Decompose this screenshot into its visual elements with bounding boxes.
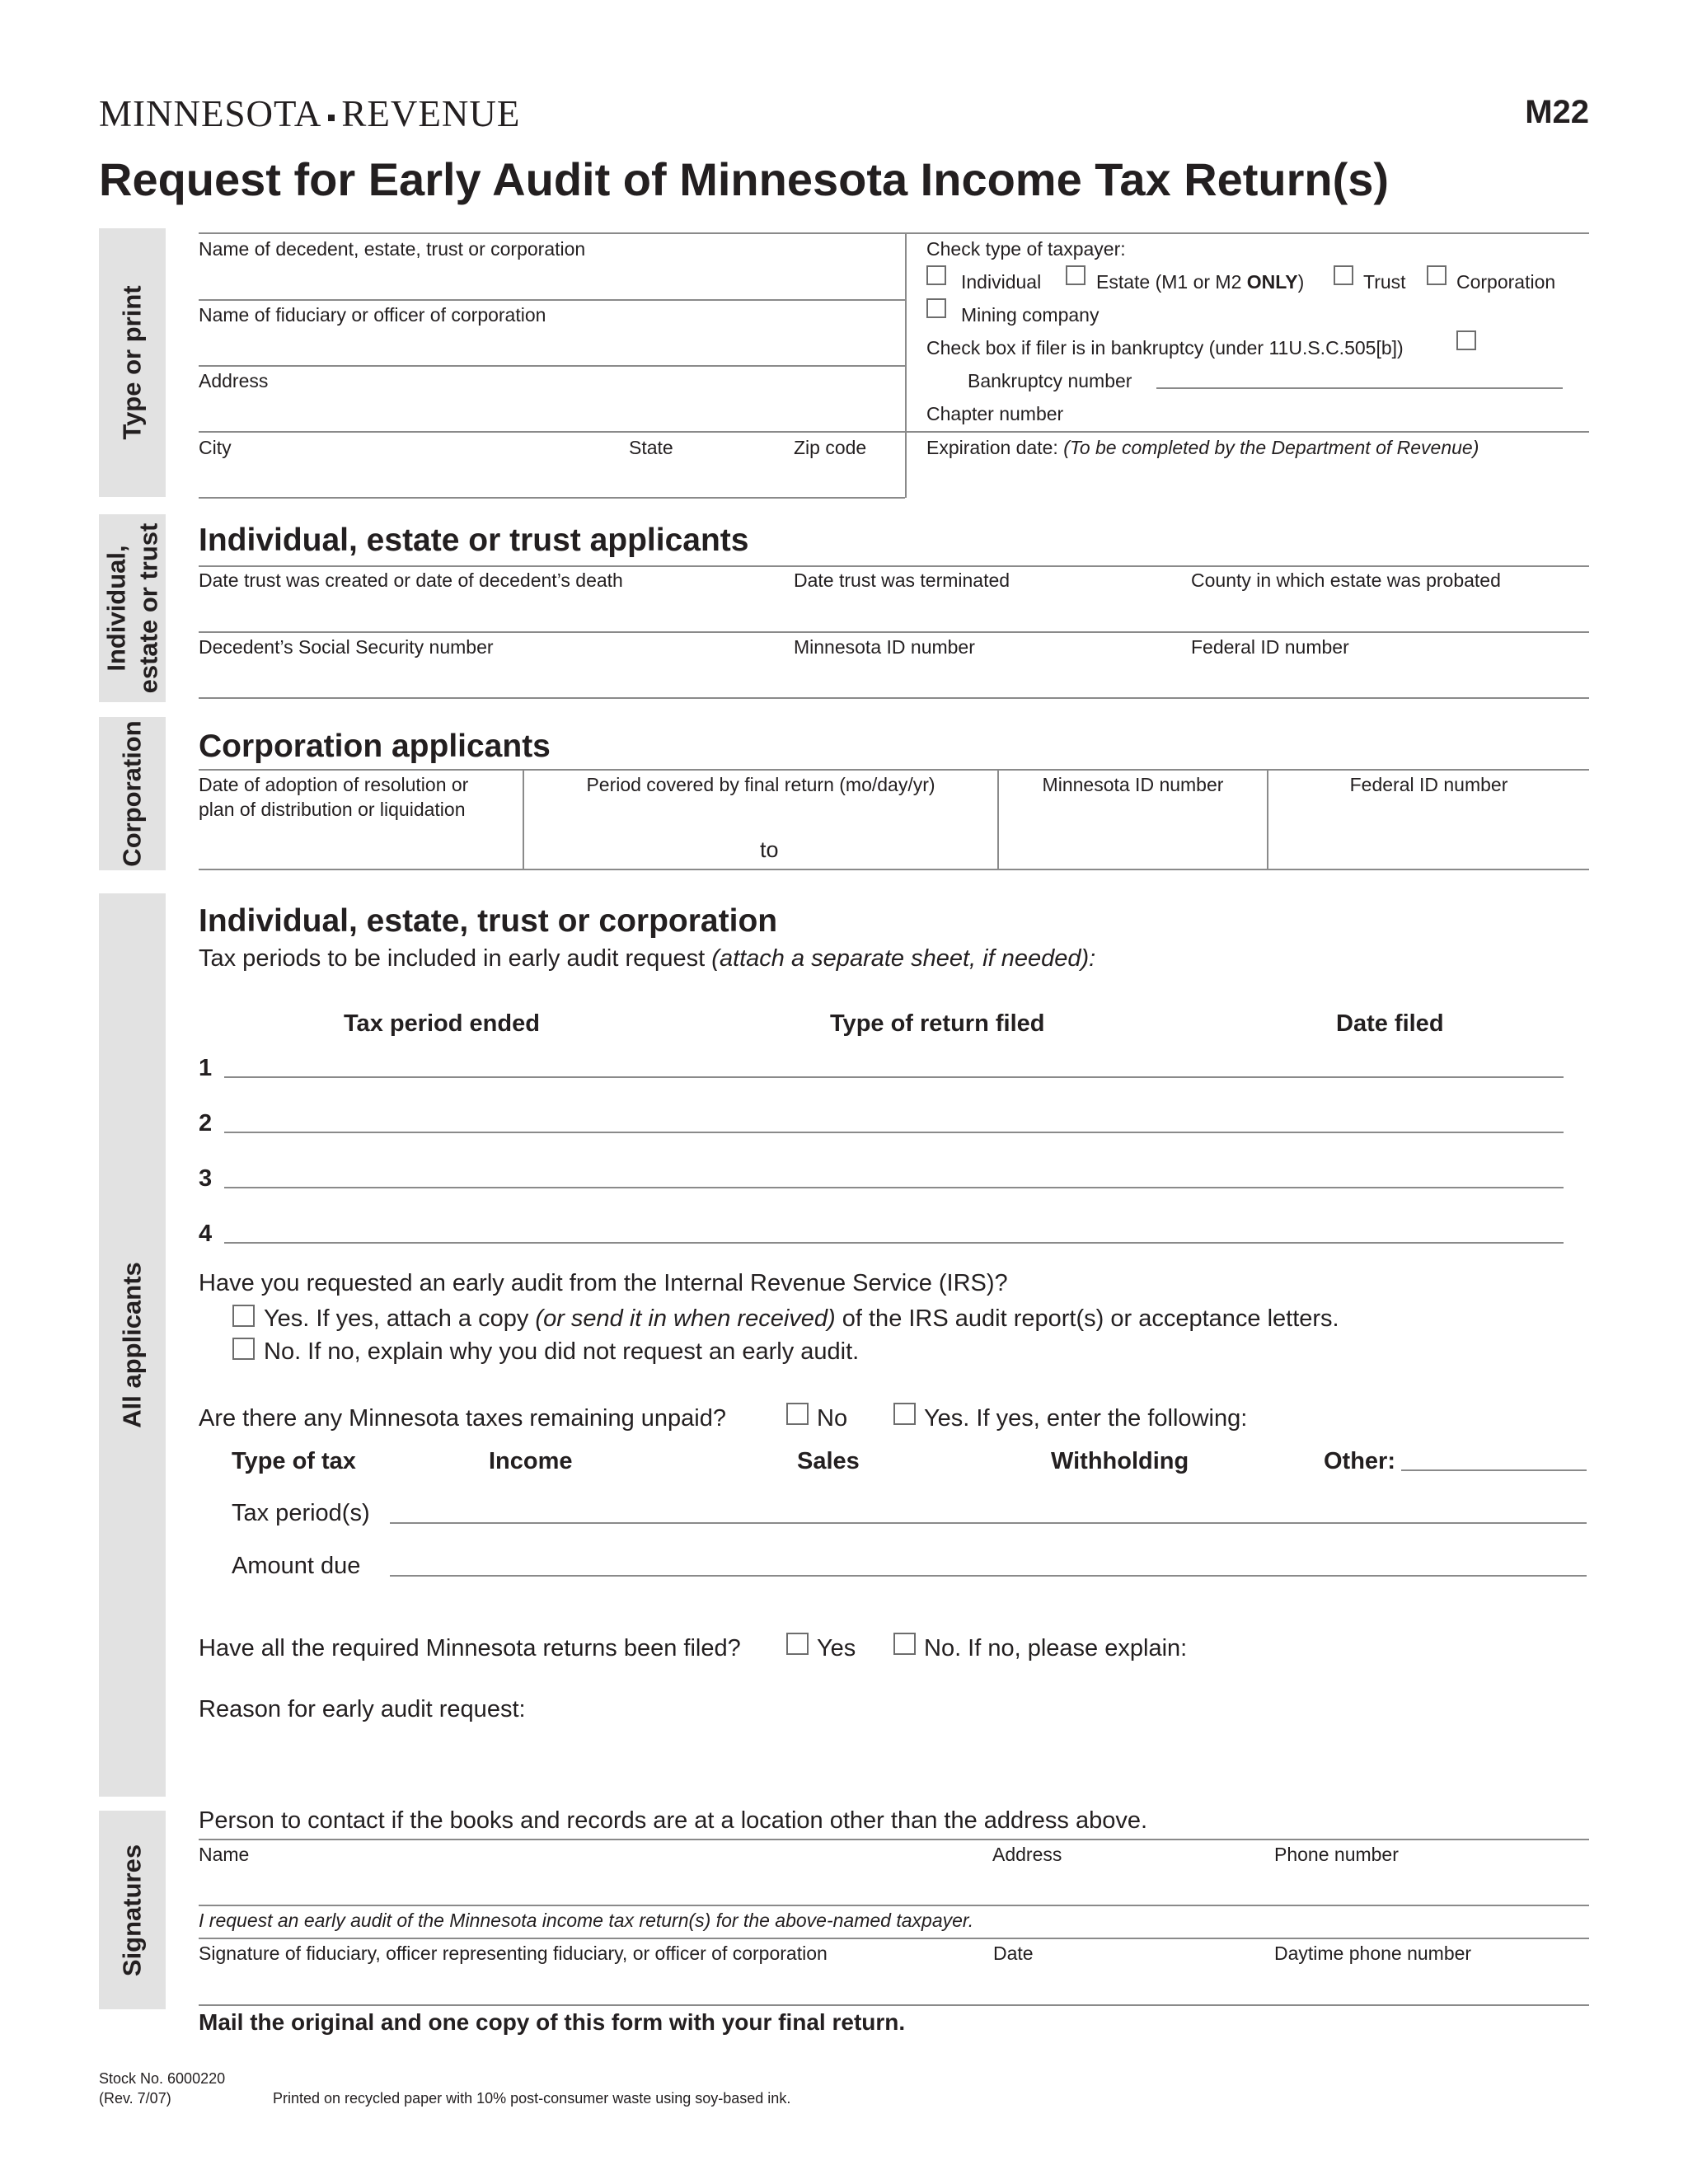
chapter-number-label: Chapter number: [926, 403, 1064, 424]
sidebar-signatures-label: Signatures: [117, 1844, 147, 1976]
rule-individual-top: [199, 565, 1589, 567]
individual-label: Individual: [961, 271, 1042, 293]
mining-company-label: Mining company: [961, 304, 1100, 326]
rule-top: [199, 232, 1589, 234]
estate-only-text: ONLY: [1246, 271, 1298, 293]
irs-yes-label: [264, 1305, 1339, 1333]
period-from-field[interactable]: [532, 828, 746, 861]
tax-period-row-1[interactable]: [224, 1045, 1564, 1078]
filed-yes-label: Yes: [817, 1635, 856, 1661]
rule-row-3: [224, 1187, 1564, 1188]
contact-name-field[interactable]: [199, 1869, 982, 1902]
rule-individual-mid: [199, 631, 1589, 633]
state-label: State: [629, 437, 673, 458]
row-number-1: 1: [199, 1055, 213, 1081]
rule-contact-top: [199, 1839, 1589, 1840]
row-number-3: 3: [199, 1165, 213, 1192]
rule-city: [199, 497, 905, 499]
period-covered-label: Period covered by final return (mo/day/yr): [586, 774, 935, 795]
mining-company-checkbox[interactable]: [926, 298, 946, 318]
individual-mn-id-field[interactable]: [794, 661, 1181, 694]
rule-address: [199, 431, 1589, 433]
filed-yes-checkbox[interactable]: [786, 1633, 809, 1655]
recycled-note: Printed on recycled paper with 10% post-consumer waste using soy-based ink.: [273, 2090, 791, 2107]
signature-label: Signature of fiduciary, officer representing fiduciary, or officer of corporation: [199, 1943, 828, 1964]
filed-question: Have all the required Minnesota returns been filed?: [199, 1635, 741, 1661]
daytime-phone-field[interactable]: [1274, 1968, 1587, 2001]
corporation-fed-id-label: Federal ID number: [1349, 774, 1508, 795]
tax-period-row-3[interactable]: [224, 1155, 1564, 1188]
row-number-4: 4: [199, 1221, 213, 1247]
adoption-date-field[interactable]: [199, 828, 516, 861]
signature-date-field[interactable]: [993, 1968, 1265, 2001]
income-label: Income: [489, 1448, 573, 1474]
unpaid-question: Are there any Minnesota taxes remaining unpaid?: [199, 1405, 726, 1432]
sidebar-individual-line-2: estate or trust: [133, 523, 162, 694]
sidebar-all-applicants-label: All applicants: [117, 1262, 147, 1428]
county-label: County in which estate was probated: [1191, 569, 1501, 591]
rule-signature-bottom: [199, 2004, 1589, 2006]
trust-checkbox[interactable]: [1334, 265, 1353, 285]
date-terminated-label: Date trust was terminated: [794, 569, 1010, 591]
estate-close-text: ): [1297, 271, 1305, 293]
page-title: Request for Early Audit of Minnesota Income Tax Return(s): [99, 153, 1390, 205]
tax-period-row-4[interactable]: [224, 1211, 1564, 1244]
rule-bankruptcy-number: [1156, 387, 1563, 389]
contact-address-label: Address: [992, 1844, 1062, 1865]
corporation-fed-id-field[interactable]: [1273, 828, 1587, 861]
sidebar-individual: [99, 514, 166, 702]
form-number: M22: [1525, 94, 1589, 130]
sidebar-signatures: [99, 1811, 166, 2009]
fiduciary-name-field[interactable]: [199, 330, 899, 363]
sidebar-all-applicants: [99, 893, 166, 1797]
rule-row-1: [224, 1076, 1564, 1078]
amount-due-field[interactable]: [390, 1543, 1587, 1576]
tax-period-row-2[interactable]: [224, 1100, 1564, 1133]
request-statement: I request an early audit of the Minnesota income tax return(s) for the above-named taxpayer.: [199, 1910, 974, 1931]
sidebar-type-or-print-label: Type or print: [117, 285, 147, 440]
unpaid-yes-checkbox[interactable]: [893, 1403, 916, 1425]
sidebar-individual-line-1: Individual,: [101, 545, 130, 672]
withholding-label: Withholding: [1051, 1448, 1189, 1474]
reason-field[interactable]: [199, 1731, 1589, 1788]
date-terminated-field[interactable]: [794, 595, 1181, 628]
rule-taxpayer-divider: [905, 232, 907, 498]
logo-text-revenue: REVENUE: [341, 93, 521, 134]
taxpayer-name-field[interactable]: [199, 264, 899, 297]
bankruptcy-check-label: Check box if filer is in bankruptcy (under 11U.S.C.505[b]): [926, 337, 1404, 359]
logo-dot-icon: [328, 115, 335, 121]
zip-field[interactable]: [794, 462, 901, 494]
adoption-label-line-2: plan of distribution or liquidation: [199, 799, 466, 820]
individual-section-title: Individual, estate or trust applicants: [199, 523, 749, 558]
county-field[interactable]: [1191, 595, 1587, 628]
reason-label: Reason for early audit request:: [199, 1696, 526, 1722]
stock-number: Stock No. 6000220: [99, 2070, 226, 2087]
col-tax-period-ended: Tax period ended: [344, 1010, 540, 1037]
ssn-label: Decedent’s Social Security number: [199, 636, 494, 658]
expiration-date-text: Expiration date:: [926, 437, 1064, 458]
rule-row-4: [224, 1242, 1564, 1244]
all-section-title: Individual, estate, trust or corporation: [199, 903, 778, 939]
check-type-label: Check type of taxpayer:: [926, 238, 1126, 260]
bankruptcy-number-field[interactable]: [1156, 354, 1563, 387]
rule-individual-bottom: [199, 697, 1589, 699]
signature-field[interactable]: [199, 1968, 982, 2001]
ssn-field[interactable]: [199, 661, 784, 694]
unpaid-no-checkbox[interactable]: [786, 1403, 809, 1425]
individual-fed-id-field[interactable]: [1191, 661, 1587, 694]
all-section-subtitle: [199, 945, 1095, 972]
rule-corporation-top: [199, 769, 1589, 771]
contact-phone-label: Phone number: [1274, 1844, 1399, 1865]
state-field[interactable]: [629, 462, 785, 494]
tax-periods-field[interactable]: [390, 1490, 1587, 1523]
address-field[interactable]: [199, 396, 899, 429]
estate-label: [1096, 271, 1304, 293]
type-of-tax-label: Type of tax: [232, 1448, 356, 1474]
contact-name-label: Name: [199, 1844, 250, 1865]
other-label: Other:: [1324, 1448, 1395, 1474]
amount-due-label: Amount due: [232, 1553, 361, 1579]
rule-contact-bottom: [199, 1905, 1589, 1906]
irs-yes-checkbox[interactable]: [232, 1305, 255, 1327]
corporation-label: Corporation: [1456, 271, 1556, 293]
taxpayer-name-label: Name of decedent, estate, trust or corporation: [199, 238, 586, 260]
sales-label: Sales: [797, 1448, 860, 1474]
sidebar-type-or-print: [99, 228, 166, 497]
corporation-section-title: Corporation applicants: [199, 729, 551, 764]
rule-name: [199, 299, 905, 301]
city-field[interactable]: [199, 462, 619, 494]
contact-label: Person to contact if the books and records are at a location other than the address above.: [199, 1807, 1148, 1834]
rule-corporation-bottom: [199, 869, 1589, 870]
adoption-label-line-1: Date of adoption of resolution or: [199, 774, 469, 795]
col-type-of-return: Type of return filed: [830, 1010, 1045, 1037]
rule-row-2: [224, 1132, 1564, 1133]
estate-label-text: Estate (M1 or M2: [1096, 271, 1247, 293]
filed-no-checkbox[interactable]: [893, 1633, 916, 1655]
expiration-date-note: (To be completed by the Department of Revenue): [1063, 437, 1479, 458]
filed-no-label: No. If no, please explain:: [924, 1635, 1188, 1661]
trust-label: Trust: [1363, 271, 1406, 293]
all-section-subtitle-text: Tax periods to be included in early audit request: [199, 945, 712, 972]
bankruptcy-checkbox[interactable]: [1456, 330, 1476, 350]
zip-label: Zip code: [794, 437, 867, 458]
contact-address-field[interactable]: [992, 1869, 1264, 1902]
date-created-field[interactable]: [199, 595, 784, 628]
irs-yes-text-c: of the IRS audit report(s) or acceptance letters.: [835, 1305, 1339, 1332]
logo-text-minnesota: MINNESOTA: [99, 93, 322, 134]
bankruptcy-number-label: Bankruptcy number: [968, 370, 1132, 391]
irs-no-checkbox[interactable]: [232, 1338, 255, 1360]
sidebar-corporation-label: Corporation: [117, 720, 147, 867]
rule-other: [1401, 1469, 1587, 1471]
revision-date: (Rev. 7/07): [99, 2090, 171, 2107]
period-to-field[interactable]: [783, 828, 989, 861]
rule-tax-periods: [390, 1522, 1587, 1524]
signature-date-label: Date: [993, 1943, 1034, 1964]
unpaid-yes-label: Yes. If yes, enter the following:: [924, 1405, 1248, 1432]
all-section-subtitle-note: (attach a separate sheet, if needed):: [711, 945, 1096, 972]
rule-amount-due: [390, 1575, 1587, 1577]
row-number-2: 2: [199, 1110, 213, 1137]
daytime-phone-label: Daytime phone number: [1274, 1943, 1472, 1964]
individual-fed-id-label: Federal ID number: [1191, 636, 1349, 658]
irs-yes-text-b: (or send it in when received): [535, 1305, 836, 1332]
expiration-date-label: [926, 437, 1479, 458]
date-created-label: Date trust was created or date of decedent’s death: [199, 569, 623, 591]
irs-yes-text-a: Yes. If yes, attach a copy: [264, 1305, 536, 1332]
estate-checkbox[interactable]: [1066, 265, 1085, 285]
corporation-checkbox[interactable]: [1427, 265, 1447, 285]
corporation-mn-id-field[interactable]: [1006, 828, 1261, 861]
corporation-mn-id-label: Minnesota ID number: [1042, 774, 1224, 795]
mail-instruction: Mail the original and one copy of this form with your final return.: [199, 2009, 906, 2035]
rule-fiduciary: [199, 365, 905, 367]
fiduciary-name-label: Name of fiduciary or officer of corporation: [199, 304, 546, 326]
tax-periods-label: Tax period(s): [232, 1500, 370, 1526]
sidebar-individual-label: [101, 523, 165, 694]
period-to-label: to: [760, 837, 779, 862]
irs-no-label: No. If no, explain why you did not request an early audit.: [264, 1338, 860, 1365]
unpaid-no-label: No: [817, 1405, 848, 1432]
sidebar-corporation: [99, 717, 166, 870]
minnesota-revenue-logo: [99, 92, 520, 135]
other-field[interactable]: [1401, 1438, 1587, 1471]
address-label: Address: [199, 370, 269, 391]
individual-checkbox[interactable]: [926, 265, 946, 285]
individual-mn-id-label: Minnesota ID number: [794, 636, 975, 658]
contact-phone-field[interactable]: [1274, 1869, 1587, 1902]
col-date-filed: Date filed: [1336, 1010, 1444, 1037]
city-label: City: [199, 437, 232, 458]
irs-question: Have you requested an early audit from the Internal Revenue Service (IRS)?: [199, 1270, 1008, 1296]
rule-signature-top: [199, 1938, 1589, 1939]
